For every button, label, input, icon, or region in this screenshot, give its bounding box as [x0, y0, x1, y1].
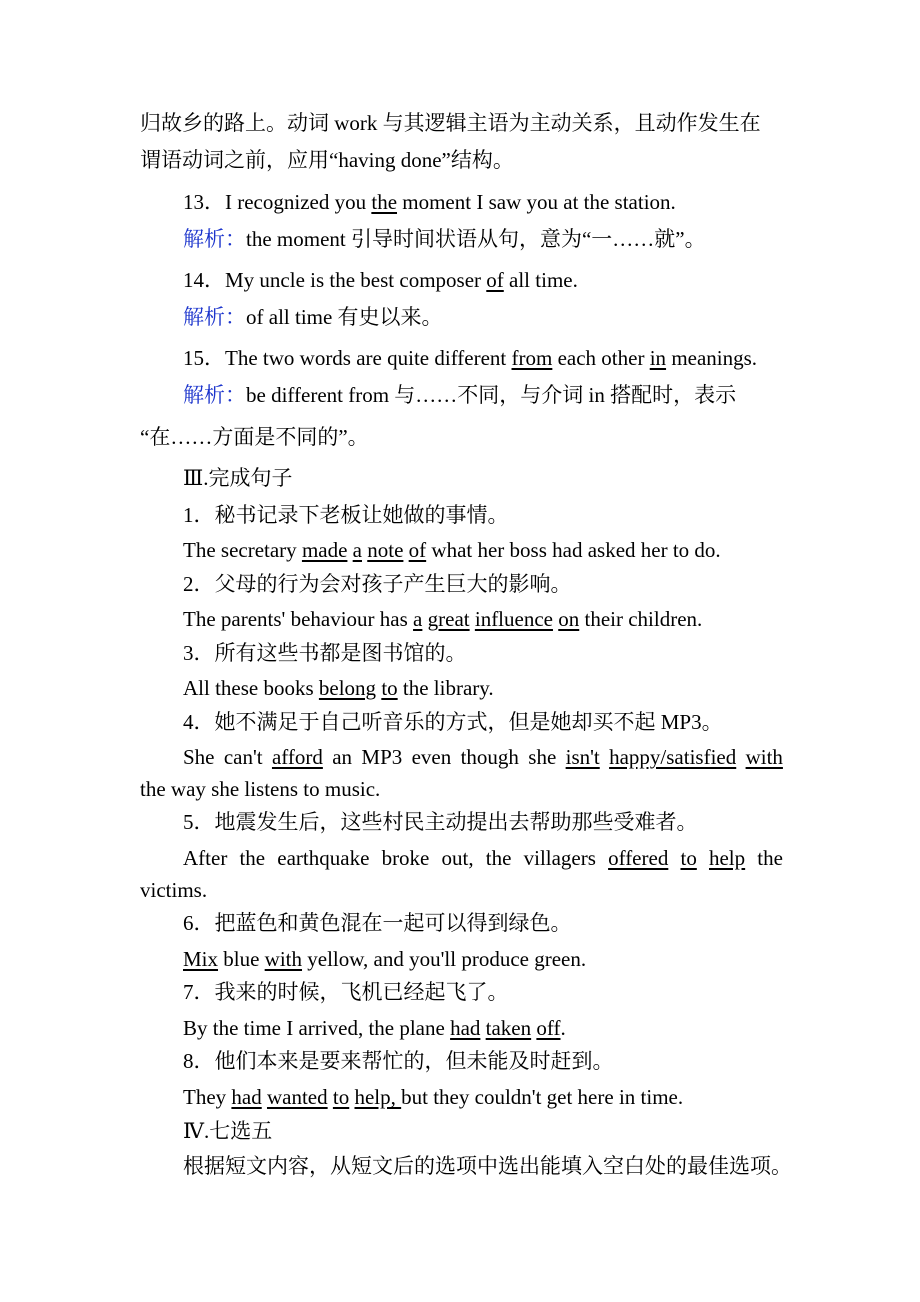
q6-english: Mix blue with yellow, and you'll produce green. — [183, 947, 587, 971]
item-13-analysis: 解析：the moment 引导时间状语从句，意为“一……就”。 — [183, 227, 706, 251]
item-14-analysis: 解析：of all time 有史以来。 — [183, 305, 443, 329]
item-15-sentence: 15．The two words are quite different from each other in meanings. — [183, 346, 758, 370]
q5-english-line2: victims. — [140, 878, 208, 902]
q3-chinese: 3．所有这些书都是图书馆的。 — [183, 641, 467, 665]
item-13-sentence: 13．I recognized you the moment I saw you at the station. — [183, 190, 676, 214]
q4-english-line1: She can't afford an MP3 even though she isn't happy/satisfied with — [183, 745, 783, 769]
q4-chinese: 4．她不满足于自己听音乐的方式，但是她却买不起 MP3。 — [183, 710, 723, 734]
q2-english: The parents' behaviour has a great influence on their children. — [183, 607, 703, 631]
item-14-sentence: 14．My uncle is the best composer of all time. — [183, 268, 578, 292]
item-15-analysis-cont: “在……方面是不同的”。 — [140, 425, 369, 449]
answer-blank: the — [371, 190, 398, 214]
answer-blank: of — [486, 268, 504, 292]
analysis-label: 解析： — [183, 305, 246, 329]
intro-line-2: 谓语动词之前，应用“having done”结构。 — [140, 148, 514, 172]
section-4-title: Ⅳ.七选五 — [183, 1119, 273, 1143]
q7-english: By the time I arrived, the plane had taken off. — [183, 1016, 566, 1040]
q5-chinese: 5．地震发生后，这些村民主动提出去帮助那些受难者。 — [183, 810, 698, 834]
q2-chinese: 2．父母的行为会对孩子产生巨大的影响。 — [183, 572, 572, 596]
q1-english: The secretary made a note of what her boss had asked her to do. — [183, 538, 721, 562]
q4-english-line2: the way she listens to music. — [140, 777, 381, 801]
q1-chinese: 1．秘书记录下老板让她做的事情。 — [183, 503, 509, 527]
answer-blank: from — [511, 346, 553, 370]
intro-line-1: 归故乡的路上。动词 work 与其逻辑主语为主动关系，且动作发生在 — [140, 111, 761, 135]
analysis-label: 解析： — [183, 383, 246, 407]
analysis-label: 解析： — [183, 227, 246, 251]
section-4-instruction: 根据短文内容，从短文后的选项中选出能填入空白处的最佳选项。 — [183, 1154, 792, 1178]
answer-blank: in — [649, 346, 667, 370]
section-3-title: Ⅲ.完成句子 — [183, 466, 293, 490]
item-15-analysis: 解析：be different from 与……不同，与介词 in 搭配时，表示 — [183, 383, 737, 407]
q7-chinese: 7．我来的时候，飞机已经起飞了。 — [183, 980, 509, 1004]
q5-english-line1: After the earthquake broke out, the villagers offered to help the — [183, 846, 783, 870]
q6-chinese: 6．把蓝色和黄色混在一起可以得到绿色。 — [183, 911, 572, 935]
q3-english: All these books belong to the library. — [183, 676, 494, 700]
q8-english: They had wanted to help, but they couldn't get here in time. — [183, 1085, 684, 1109]
q8-chinese: 8．他们本来是要来帮忙的，但未能及时赶到。 — [183, 1049, 614, 1073]
